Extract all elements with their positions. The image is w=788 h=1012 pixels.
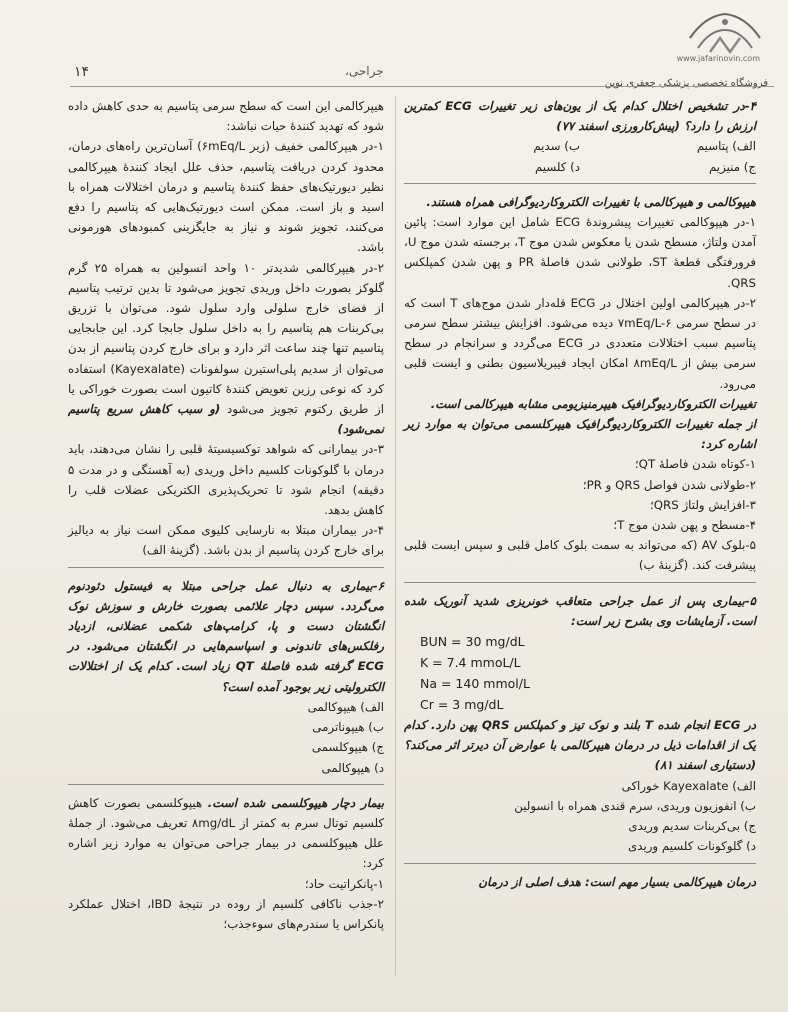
option-c: ج) منیزیم (708, 159, 756, 174)
option-d: د) کلسیم (534, 159, 580, 174)
page-number: ۱۴ (74, 64, 90, 80)
list-item: ۲-طولانی شدن فواصل QRS و PR؛ (582, 477, 756, 492)
option-b: ب) انفوزیون وریدی، سرم قندی همراه با انسولین (514, 798, 756, 813)
section-separator (68, 567, 384, 568)
left-column (68, 96, 384, 934)
section-heading: هیپوکالمی و هیپرکالمی با تغییرات الکتروکاردیوگرافی همراه هستند. (426, 194, 756, 209)
list-item: ۵-بلوک AV (که می‌تواند به سمت بلوک کامل قلبی و سپس ایست قلبی پیشرفت کند. (گزینۀ ب) (404, 538, 756, 573)
treatment-item-2-emphasis: (و سبب کاهش سریع پتاسیم نمی‌شود) (68, 402, 384, 437)
lab-na: Na = 140 mmol/L (420, 676, 530, 692)
section-separator (404, 183, 756, 184)
option-a: الف) Kayexalate خوراکی (621, 778, 756, 793)
section-separator (404, 863, 756, 864)
hypokalemia-ecg-paragraph: ۱-در هیپوکالمی تغییرات پیشروندۀ ECG شامل این موارد است: پائین آمدن ولتاژ، مسطح شدن یا معکوس شدن موج T، برجسته شدن موج U، فرورفتگی قطعۀ ST، طولانی شدن فاصلۀ PR و پهن شدن کمپلکس QRS. (404, 215, 757, 290)
hyperkalemia-ecg-paragraph: ۲-در هیپرکالمی اولین اختلال در ECG قله‌دار شدن موج‌های T است که در سطح سرمی ۷mEq/L-۶ دیده می‌شود. افزایش بیشتر سطح سرمی پتاسیم سبب اختلالات متعددی در ECG می‌گردد و سرانجام در سطح سرمی بیش از ۸mEq/L امکان ایجاد فیبریلاسیون بطنی و ایست قلبی می‌رود. (404, 295, 757, 391)
treatment-item-4: ۴-در بیماران مبتلا به نارسایی کلیوی ممکن است نیاز به دیالیز برای خارج کردن پتاسیم از بدن باشد. (گزینۀ الف) (68, 523, 384, 558)
list-item: ۳-افزایش ولتاژ QRS؛ (649, 497, 756, 512)
section-separator (404, 582, 756, 583)
list-item: ۲-جذب ناکافی کلسیم از روده در نتیجۀ IBD، اختلال عملکرد پانکراس یا سندرم‌های سوءجذب؛ (68, 896, 384, 931)
treatment-item-2-text: ۲-در هیپرکالمی شدیدتر ۱۰ واحد انسولین به همراه ۲۵ گرم گلوکز بصورت داخل وریدی تجویز می‌شود تا بدین ترتیب پتاسیم از فضای خارج سلولی وارد سلول شود. می‌توان با تزریق بی‌کربنات هم پتاسیم را به داخل سلول جابجا کرد. این جابجایی پتاسیم تنها چند ساعت اثر دارد و برای خارج کردن پتاسیم از بدن می‌توان از سدیم پلی‌استیرن سولفونات (Kayexalate) استفاده کرد که نوعی رزین تعویض کنندۀ کاتیون است بصورت خوراکی یا از طریق رکتوم تجویز می‌شود (68, 260, 384, 417)
publisher-website: www.jafarinovin.com (676, 54, 760, 63)
section-separator (68, 784, 384, 785)
question-4-options (404, 136, 756, 176)
treatment-heading: درمان هیپرکالمی بسیار مهم است: هدف اصلی از درمان (478, 874, 756, 889)
shop-name: فروشگاه تخصصی پزشکی جعفری نوین (604, 78, 768, 89)
column-divider (395, 96, 396, 976)
option-d: د) هیپوکالمی (321, 760, 384, 775)
question-4: ۴-در تشخیص اختلال کدام یک از یون‌های زیر تغییرات ECG کمترین ارزش را دارد؟ (پیش‌کارورزی اسفند ۷۷) (404, 99, 756, 134)
list-item: ۱-پانکراتیت حاد؛ (304, 876, 384, 891)
option-b: ب) سدیم (533, 139, 580, 154)
option-b: ب) هیپوناترمی (312, 720, 384, 735)
hypermagnesemia-heading: تغییرات الکتروکاردیوگرافیک هیپرمنیزیومی مشابه هیپرکالمی است. (430, 396, 756, 411)
hypercalcemia-heading: از جمله تغییرات الکتروکاردیوگرافیک هیپرکلسمی می‌توان به موارد زیر اشاره کرد: (404, 417, 756, 452)
hypocalcemia-emphasis: بیمار دچار هیپوکلسمی شده است. (207, 795, 385, 810)
treatment-item-1: ۱-در هیپرکالمی خفیف (زیر ۶mEq/L) آسان‌ترین راه‌های درمان، محدود کردن دریافت پتاسیم، حذف علل ایجاد کنندۀ هیپرکالمی نظیر دیورتیک‌های حفظ کنندۀ پتاسیم و درمان اختلالات همراه با اسید و باز است. ممکن است دیورتیک‌هایی که پتاسیم را دفع می‌کنند، تجویز شوند و نیاز به جایگزینی کمبودهای هورمونی باشد. (68, 139, 384, 255)
right-column (404, 96, 756, 892)
option-c: ج) بی‌کربنات سدیم وریدی (628, 819, 756, 834)
option-a: الف) هیپوکالمی (307, 699, 384, 714)
lab-results (404, 631, 756, 715)
header-divider (70, 86, 774, 87)
lab-bun: BUN = 30 mg/dL (420, 634, 525, 650)
question-5-ecg: در ECG انجام شده T بلند و نوک تیز و کمپلکس QRS پهن دارد. کدام یک از اقدامات ذیل در درمان هیپرکالمی با عوارض آن دیرتر اثر می‌کند؟ (دستیاری اسفند ۸۱) (404, 718, 756, 773)
treatment-item-3: ۳-در بیمارانی که شواهد توکسیسیتۀ قلبی را نشان می‌دهند، باید درمان با گلوکونات کلسیم داخل وریدی (به آهستگی و در مدت ۵ دقیقه) انجام شود تا تحریک‌پذیری الکتریکی عضلات قلب را کاهش بدهد. (68, 442, 384, 518)
option-d: د) گلوکونات کلسیم وریدی (628, 839, 756, 854)
option-c: ج) هیپوکلسمی (311, 740, 384, 755)
hypocalcemia-text: هیپوکلسمی بصورت کاهش کلسیم توتال سرم به کمتر از ۸mg/dL تعریف می‌شود. از جملۀ علل هیپوکلسمی در بیمار جراحی می‌توان به موارد زیر اشاره کرد: (68, 795, 384, 871)
question-6: ۶-بیماری به دنبال عمل جراحی مبتلا به فیستول دئودنوم می‌گردد. سپس دچار علائمی بصورت خارش و سوزش نوک انگشتان دست و پا، کرامپ‌های شکمی عضلانی، ازدیاد رفلکس‌های تاندونی و اسپاسم‌هایی در انگشتان می‌شود. در ECG گرفته شده فاصلۀ QT زیاد است. کدام یک از اختلالات الکترولیتی زیر بوجود آمده است؟ (68, 578, 384, 694)
list-item: ۱-کوتاه شدن فاصلۀ QT؛ (634, 457, 756, 472)
question-5: ۵-بیماری پس از عمل جراحی متعاقب خونریزی شدید آنوریک شده است. آزمایشات وی بشرح زیر است: (404, 593, 756, 628)
lab-cr: Cr = 3 mg/dL (420, 697, 504, 713)
treatment-intro: هیپرکالمی این است که سطح سرمی پتاسیم به حدی کاهش داده شود که تهدید کنندۀ حیات نباشد: (68, 99, 384, 134)
treatment-item-2 (68, 258, 384, 440)
chapter-title: جراحی، (345, 64, 384, 78)
page-header (0, 0, 788, 96)
list-item: ۴-مسطح و پهن شدن موج T؛ (613, 518, 756, 533)
option-a: الف) پتاسیم (696, 139, 756, 154)
lab-k: K = 7.4 mmoL/L (420, 655, 521, 671)
hypocalcemia-paragraph (68, 793, 384, 874)
